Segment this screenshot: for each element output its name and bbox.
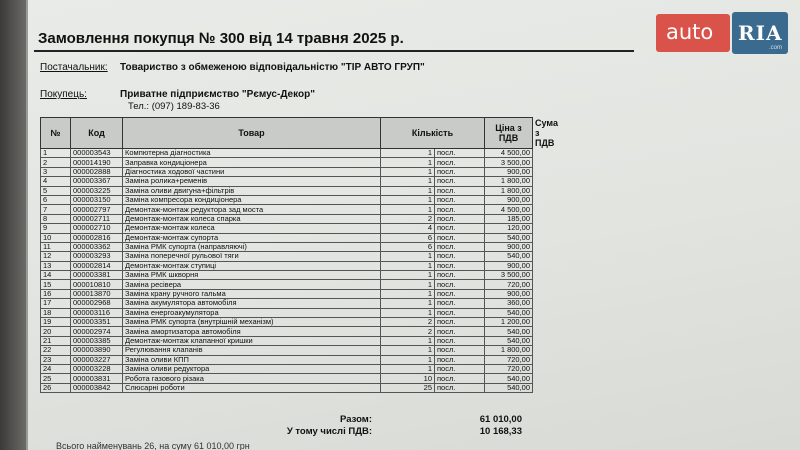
row-number: 22 — [41, 346, 71, 355]
row-code: 000010810 — [71, 280, 123, 289]
table-row — [41, 167, 533, 176]
table-row — [41, 299, 533, 308]
table-row — [41, 224, 533, 233]
column-header-product: Товар — [123, 118, 381, 149]
row-unit: посл. — [435, 336, 485, 345]
vat-label: У тому числі ПДВ: — [286, 426, 372, 437]
row-price: 900,00 — [485, 195, 533, 204]
row-product-name: Робота газового різака — [123, 374, 381, 383]
footer-summary: Всього найменувань 26, на суму 61 010,00 грн — [56, 441, 250, 450]
row-product-name: Слюсарні роботи — [123, 383, 381, 392]
row-price: 540,00 — [485, 252, 533, 261]
row-product-name: Заміна РМК супорта (направляючі) — [123, 242, 381, 251]
table-row — [41, 327, 533, 336]
row-code: 000003890 — [71, 346, 123, 355]
row-price: 720,00 — [485, 280, 533, 289]
row-price: 4 500,00 — [485, 205, 533, 214]
buyer-label: Покупець: — [40, 89, 87, 100]
row-number: 12 — [41, 252, 71, 261]
row-product-name: Заміна поперечної рульової тяги — [123, 252, 381, 261]
row-number: 23 — [41, 355, 71, 364]
row-product-name: Демонтаж-монтаж супорта — [123, 233, 381, 242]
table-body — [41, 149, 533, 393]
row-code: 000003116 — [71, 308, 123, 317]
row-unit: посл. — [435, 355, 485, 364]
column-header-quantity: Кількість — [381, 118, 485, 149]
row-number: 18 — [41, 308, 71, 317]
row-code: 000003543 — [71, 149, 123, 158]
row-unit: посл. — [435, 308, 485, 317]
row-unit: посл. — [435, 374, 485, 383]
row-product-name: Діагностика ходової частини — [123, 167, 381, 176]
row-code: 000002888 — [71, 167, 123, 176]
row-number: 14 — [41, 271, 71, 280]
row-product-name: Заміна амортизатора автомобіля — [123, 327, 381, 336]
row-quantity: 1 — [381, 336, 435, 345]
table-row — [41, 233, 533, 242]
row-quantity: 1 — [381, 308, 435, 317]
row-code: 000002710 — [71, 224, 123, 233]
row-quantity: 2 — [381, 327, 435, 336]
row-price: 720,00 — [485, 355, 533, 364]
table-row — [41, 242, 533, 251]
row-quantity: 1 — [381, 289, 435, 298]
supplier-label: Постачальник: — [40, 62, 108, 73]
row-price: 900,00 — [485, 242, 533, 251]
column-header-price: Ціна з ПДВ — [485, 118, 533, 149]
table-row — [41, 158, 533, 167]
row-price: 540,00 — [485, 374, 533, 383]
row-product-name: Демонтаж-монтаж колеса — [123, 224, 381, 233]
row-code: 000003842 — [71, 383, 123, 392]
row-number: 16 — [41, 289, 71, 298]
page-title: Замовлення покупця № 300 від 14 травня 2025 р. — [38, 30, 404, 47]
table-row — [41, 318, 533, 327]
row-quantity: 2 — [381, 318, 435, 327]
row-unit: посл. — [435, 280, 485, 289]
row-price: 185,00 — [485, 214, 533, 223]
table-row — [41, 252, 533, 261]
row-product-name: Заміна ролика+ременів — [123, 177, 381, 186]
row-quantity: 1 — [381, 364, 435, 373]
row-code: 000003362 — [71, 242, 123, 251]
row-number: 4 — [41, 177, 71, 186]
row-product-name: Заміна оливи КПП — [123, 355, 381, 364]
row-product-name: Заправка кондиціонера — [123, 158, 381, 167]
row-unit: посл. — [435, 383, 485, 392]
row-code: 000002814 — [71, 261, 123, 270]
row-quantity: 4 — [381, 224, 435, 233]
table-row — [41, 289, 533, 298]
row-price: 900,00 — [485, 261, 533, 270]
table-row — [41, 214, 533, 223]
row-product-name: Демонтаж-монтаж клапанної кришки — [123, 336, 381, 345]
row-code: 000003150 — [71, 195, 123, 204]
row-number: 7 — [41, 205, 71, 214]
row-unit: посл. — [435, 242, 485, 251]
row-quantity: 1 — [381, 299, 435, 308]
row-code: 000014190 — [71, 158, 123, 167]
row-price: 1 800,00 — [485, 186, 533, 195]
row-unit: посл. — [435, 289, 485, 298]
row-product-name: Заміна енергоакумулятора — [123, 308, 381, 317]
table-row — [41, 308, 533, 317]
row-quantity: 1 — [381, 205, 435, 214]
row-code: 000013870 — [71, 289, 123, 298]
row-number: 11 — [41, 242, 71, 251]
row-product-name: Компютерна діагностика — [123, 149, 381, 158]
row-code: 000003293 — [71, 252, 123, 261]
row-price: 1 200,00 — [485, 318, 533, 327]
row-number: 20 — [41, 327, 71, 336]
row-price: 1 800,00 — [485, 177, 533, 186]
logo-ria-text: RIA — [738, 21, 783, 45]
row-code: 000003367 — [71, 177, 123, 186]
row-price: 540,00 — [485, 336, 533, 345]
row-number: 2 — [41, 158, 71, 167]
row-quantity: 1 — [381, 271, 435, 280]
table-row — [41, 271, 533, 280]
row-quantity: 25 — [381, 383, 435, 392]
row-price: 4 500,00 — [485, 149, 533, 158]
row-unit: посл. — [435, 252, 485, 261]
row-code: 000003225 — [71, 186, 123, 195]
table-row — [41, 149, 533, 158]
row-price: 120,00 — [485, 224, 533, 233]
row-code: 000003381 — [71, 271, 123, 280]
row-unit: посл. — [435, 261, 485, 270]
table-row — [41, 383, 533, 392]
logo-auto-text: auto — [666, 20, 714, 44]
row-code: 000003228 — [71, 364, 123, 373]
row-product-name: Заміна компресора кондиціонера — [123, 195, 381, 204]
column-header-code: Код — [71, 118, 123, 149]
row-number: 24 — [41, 364, 71, 373]
table-row — [41, 355, 533, 364]
row-code: 000003385 — [71, 336, 123, 345]
row-number: 26 — [41, 383, 71, 392]
table-row — [41, 346, 533, 355]
row-code: 000002797 — [71, 205, 123, 214]
row-quantity: 1 — [381, 346, 435, 355]
row-number: 6 — [41, 195, 71, 204]
row-code: 000003831 — [71, 374, 123, 383]
row-product-name: Заміна акумулятора автомобіля — [123, 299, 381, 308]
row-quantity: 1 — [381, 149, 435, 158]
row-number: 5 — [41, 186, 71, 195]
row-number: 10 — [41, 233, 71, 242]
row-unit: посл. — [435, 205, 485, 214]
supplier-name: Товариство з обмеженою відповідальністю "ТІР АВТО ГРУП" — [120, 62, 425, 73]
row-quantity: 6 — [381, 242, 435, 251]
row-unit: посл. — [435, 195, 485, 204]
buyer-name: Приватне підприємство "Рємус-Декор" — [120, 89, 315, 100]
row-product-name: Заміна оливи двигуна+фільтрів — [123, 186, 381, 195]
row-number: 1 — [41, 149, 71, 158]
row-code: 000002816 — [71, 233, 123, 242]
row-price: 900,00 — [485, 167, 533, 176]
table-row — [41, 186, 533, 195]
table-row — [41, 374, 533, 383]
row-unit: посл. — [435, 186, 485, 195]
row-quantity: 1 — [381, 195, 435, 204]
row-product-name: Заміна оливи редуктора — [123, 364, 381, 373]
total-label: Разом: — [340, 414, 372, 425]
row-unit: посл. — [435, 346, 485, 355]
row-price: 540,00 — [485, 233, 533, 242]
table-row — [41, 336, 533, 345]
row-number: 8 — [41, 214, 71, 223]
row-code: 000002711 — [71, 214, 123, 223]
table-row — [41, 177, 533, 186]
title-divider — [34, 50, 634, 52]
row-price: 540,00 — [485, 383, 533, 392]
row-quantity: 1 — [381, 261, 435, 270]
column-header-number: № — [41, 118, 71, 149]
table-row — [41, 364, 533, 373]
row-quantity: 2 — [381, 214, 435, 223]
row-product-name: Демонтаж-монтаж редуктора зад моста — [123, 205, 381, 214]
row-unit: посл. — [435, 158, 485, 167]
row-quantity: 1 — [381, 158, 435, 167]
row-unit: посл. — [435, 224, 485, 233]
table-row — [41, 280, 533, 289]
row-unit: посл. — [435, 167, 485, 176]
row-price: 3 500,00 — [485, 158, 533, 167]
row-number: 17 — [41, 299, 71, 308]
buyer-phone: Тел.: (097) 189-83-36 — [128, 101, 220, 112]
logo-com-text: .com — [768, 45, 782, 51]
row-product-name: Заміна крану ручного гальма — [123, 289, 381, 298]
row-price: 540,00 — [485, 327, 533, 336]
table-row — [41, 195, 533, 204]
row-quantity: 1 — [381, 186, 435, 195]
row-number: 3 — [41, 167, 71, 176]
row-code: 000003351 — [71, 318, 123, 327]
row-quantity: 10 — [381, 374, 435, 383]
row-price: 720,00 — [485, 364, 533, 373]
row-quantity: 1 — [381, 252, 435, 261]
row-number: 21 — [41, 336, 71, 345]
row-price: 1 800,00 — [485, 346, 533, 355]
table-row — [41, 261, 533, 270]
row-code: 000002974 — [71, 327, 123, 336]
row-number: 25 — [41, 374, 71, 383]
order-items-table — [40, 117, 533, 393]
row-unit: посл. — [435, 327, 485, 336]
row-product-name: Регулювання клапанів — [123, 346, 381, 355]
row-number: 13 — [41, 261, 71, 270]
row-quantity: 1 — [381, 355, 435, 364]
row-unit: посл. — [435, 318, 485, 327]
row-number: 9 — [41, 224, 71, 233]
row-product-name: Заміна РМК шкворня — [123, 271, 381, 280]
row-number: 15 — [41, 280, 71, 289]
row-quantity: 6 — [381, 233, 435, 242]
row-quantity: 1 — [381, 177, 435, 186]
row-code: 000002968 — [71, 299, 123, 308]
row-price: 540,00 — [485, 308, 533, 317]
row-product-name: Заміна РМК супорта (внутрішній механізм) — [123, 318, 381, 327]
table-row — [41, 205, 533, 214]
row-product-name: Демонтаж-монтаж колеса спарка — [123, 214, 381, 223]
table-header-row — [41, 118, 533, 149]
row-quantity: 1 — [381, 280, 435, 289]
row-unit: посл. — [435, 214, 485, 223]
total-value: 61 010,00 — [479, 414, 522, 425]
row-unit: посл. — [435, 149, 485, 158]
auto-ria-logo-ria — [732, 12, 788, 54]
vat-value: 10 168,33 — [479, 426, 522, 437]
row-price: 900,00 — [485, 289, 533, 298]
row-unit: посл. — [435, 299, 485, 308]
row-unit: посл. — [435, 271, 485, 280]
row-quantity: 1 — [381, 167, 435, 176]
row-product-name: Демонтаж-монтаж ступиці — [123, 261, 381, 270]
row-price: 3 500,00 — [485, 271, 533, 280]
row-unit: посл. — [435, 364, 485, 373]
row-unit: посл. — [435, 233, 485, 242]
row-price: 360,00 — [485, 299, 533, 308]
row-unit: посл. — [435, 177, 485, 186]
auto-ria-logo-auto — [656, 14, 730, 52]
row-product-name: Заміна ресівера — [123, 280, 381, 289]
row-code: 000003227 — [71, 355, 123, 364]
row-number: 19 — [41, 318, 71, 327]
